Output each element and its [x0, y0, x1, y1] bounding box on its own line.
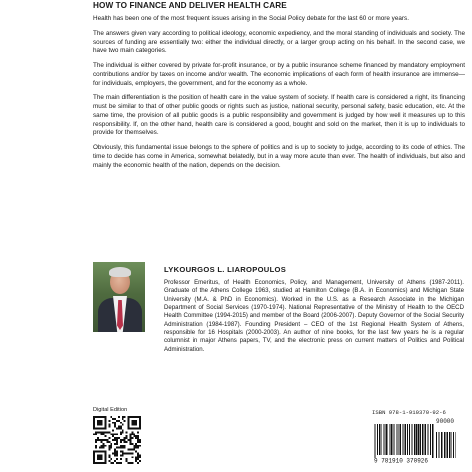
paragraph: Health has been one of the most frequent issues arising in the Social Policy debate for the last 60 or more years.	[93, 15, 409, 22]
page-title: HOW TO FINANCE AND DELIVER HEALTH CARE	[93, 1, 287, 10]
author-name: LYKOURGOS L. LIAROPOULOS	[164, 265, 287, 274]
isbn-label: ISBN 978-1-910370-92-6	[372, 409, 446, 416]
barcode-icon	[372, 416, 458, 464]
qr-code-icon	[93, 416, 141, 464]
author-bio: Professor Emeritus, of Health Economics, Policy, and Management, University of Athens (1987-2011). Graduate of the Athens College 1963, studied at Hamilton College (B.A. in Economics) and Michigan State University (M.A. & PhD in Economics). Worked in the U.S. as a Research Associate in the Michigan Department of Social Services (1970-1974). National Representative of the Ministry of Health to the OECD Health Committee (1994-2015) and member of the Board (2006-2007). Deputy Governor of the Social Security Administration (1984-1987). Founding President – CEO of the 1st Regional Health System of Athens, responsible for 16 Hospitals (2000-2003). An author of nine books, for the last few years he is a regular columnist in major Athens papers, TV, and the electronic press on current matters of Politics and Political Administration.	[164, 279, 464, 353]
price-code: 90000	[436, 418, 455, 425]
paragraph: The individual is either covered by private for-profit insurance, or by a public insurance scheme financed by mandatory employment contributions and/or by taxes on income and/or wealth. The economic implications of each form of health insurance are immense—for individuals, employers, the government, and for the economy as a whole.	[93, 62, 465, 87]
paragraph: Obviously, this fundamental issue belongs to the sphere of politics and is up to society to judge, according to its code of ethics. The time to decide has come in America, somewhat belatedly, but in a way more acute than ever. The health of individuals, but also and mainly the economic health of the nation, depends on the decision.	[93, 144, 465, 169]
barcode-digits: 9 781910 370926	[374, 457, 429, 464]
author-photo	[93, 262, 145, 332]
body-text	[93, 15, 465, 176]
paragraph: The main differentiation is the position of health care in the value system of society. If health care is considered a right, its financing must be similar to that of other public goods or rights such as justice, national security, personal safety, basic education, etc. At the same time, the provision of all public goods is a public responsibility and government is judged by how well it measures up to this responsibility. If, on the other hand, health care is considered a good, bought and sold on the market, then it is up to individuals to provide for themselves.	[93, 94, 465, 137]
paragraph: The answers given vary according to political ideology, economic expediency, and the moral standing of individuals and society. The sources of funding are essentially two: either the individual directly, or a larger group acting on his behalf. In the second case, we have two main categories.	[93, 29, 465, 55]
digital-edition-label: Digital Edition	[93, 407, 128, 413]
